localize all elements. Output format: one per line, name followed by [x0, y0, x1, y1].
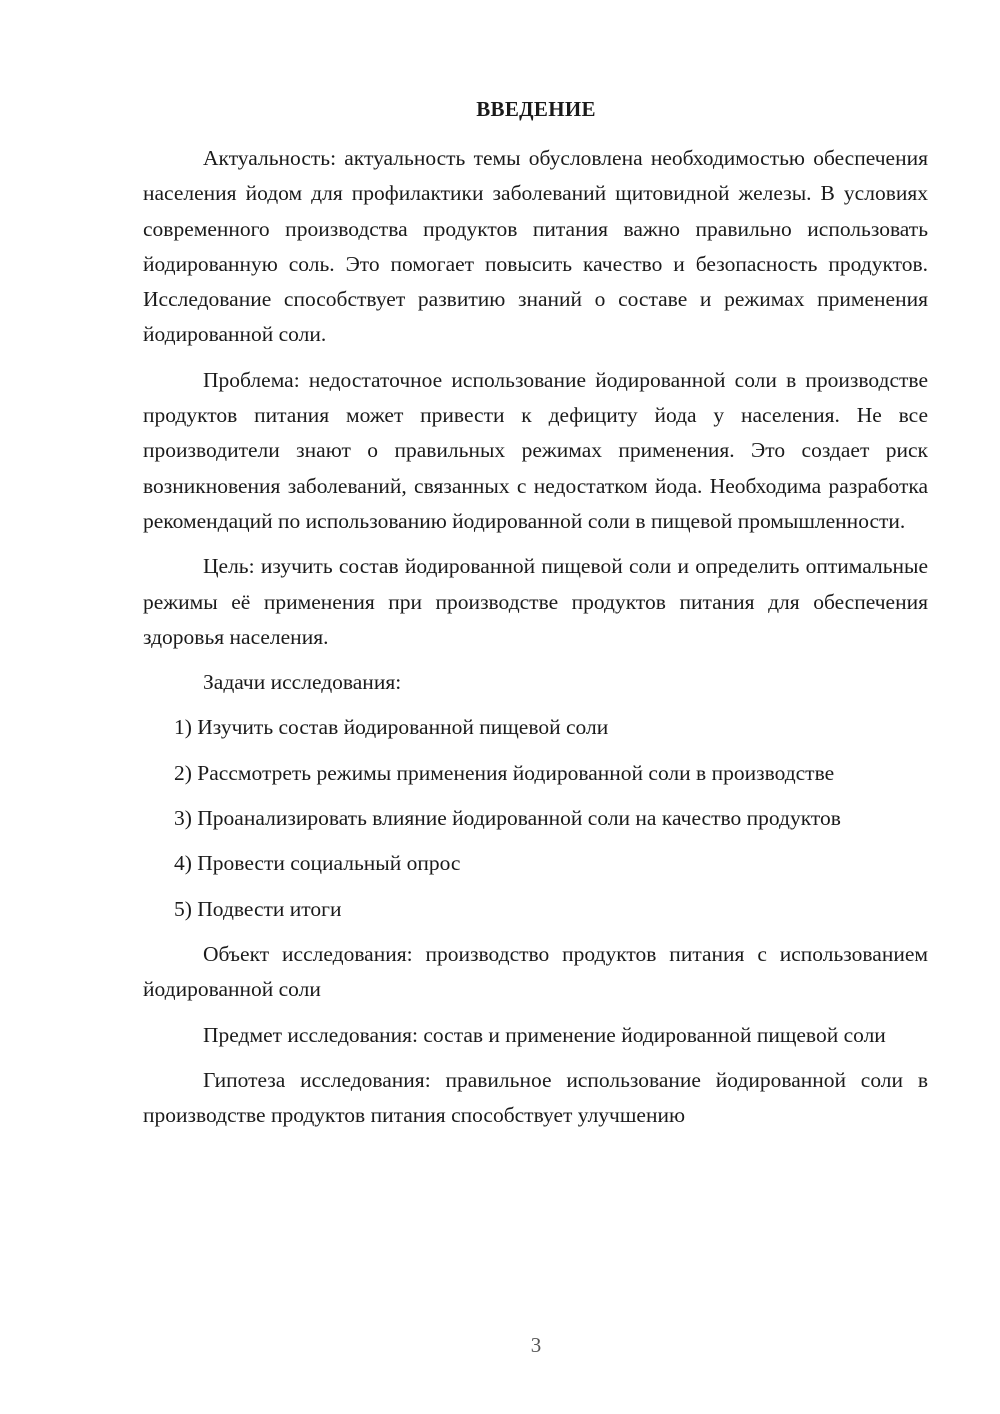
paragraph-relevance: Актуальность: актуальность темы обусловлена необходимостью обеспечения населения йодом для профилактики заболеваний щитовидной железы. В условиях современного производства продуктов питания важно правильно использовать йодированную соль. Это помогает повысить качество и безопасность продуктов. Исследование способствует развитию знаний о составе и режимах применения йодированной соли. [143, 146, 928, 347]
paragraph-subject: Предмет исследования: состав и применение йодированной пищевой соли [203, 1022, 886, 1047]
paragraph-goal: Цель: изучить состав йодированной пищевой соли и определить оптимальные режимы её применения при производстве продуктов питания для обеспечения здоровья населения. [143, 554, 928, 649]
task-item: 5) Подвести итоги [174, 896, 342, 921]
paragraph-problem: Проблема: недостаточное использование йодированной соли в производстве продуктов питания может привести к дефициту йода у населения. Не все производители знают о правильных режимах применения. Это создает риск возникновения заболеваний, связанных с недостатком йода. Необходима разработка рекомендаций по использованию йодированной соли в пищевой промышленности. [143, 367, 928, 533]
task-item: 1) Изучить состав йодированной пищевой соли [174, 715, 609, 740]
body-text [143, 141, 928, 1133]
task-item: 4) Провести социальный опрос [174, 851, 461, 876]
page-number: 3 [530, 1333, 542, 1357]
paragraph-tasks-heading: Задачи исследования: [203, 670, 402, 695]
section-title: ВВЕДЕНИЕ [476, 97, 596, 121]
paragraph-hypothesis: Гипотеза исследования: правильное использование йодированной соли в производстве продуктов питания способствует улучшению [143, 1067, 928, 1128]
task-item: 2) Рассмотреть режимы применения йодированной соли в производстве [174, 760, 835, 785]
paragraph-object: Объект исследования: производство продуктов питания с использованием йодированной соли [143, 941, 928, 1002]
task-item: 3) Проанализировать влияние йодированной соли на качество продуктов [174, 806, 841, 831]
